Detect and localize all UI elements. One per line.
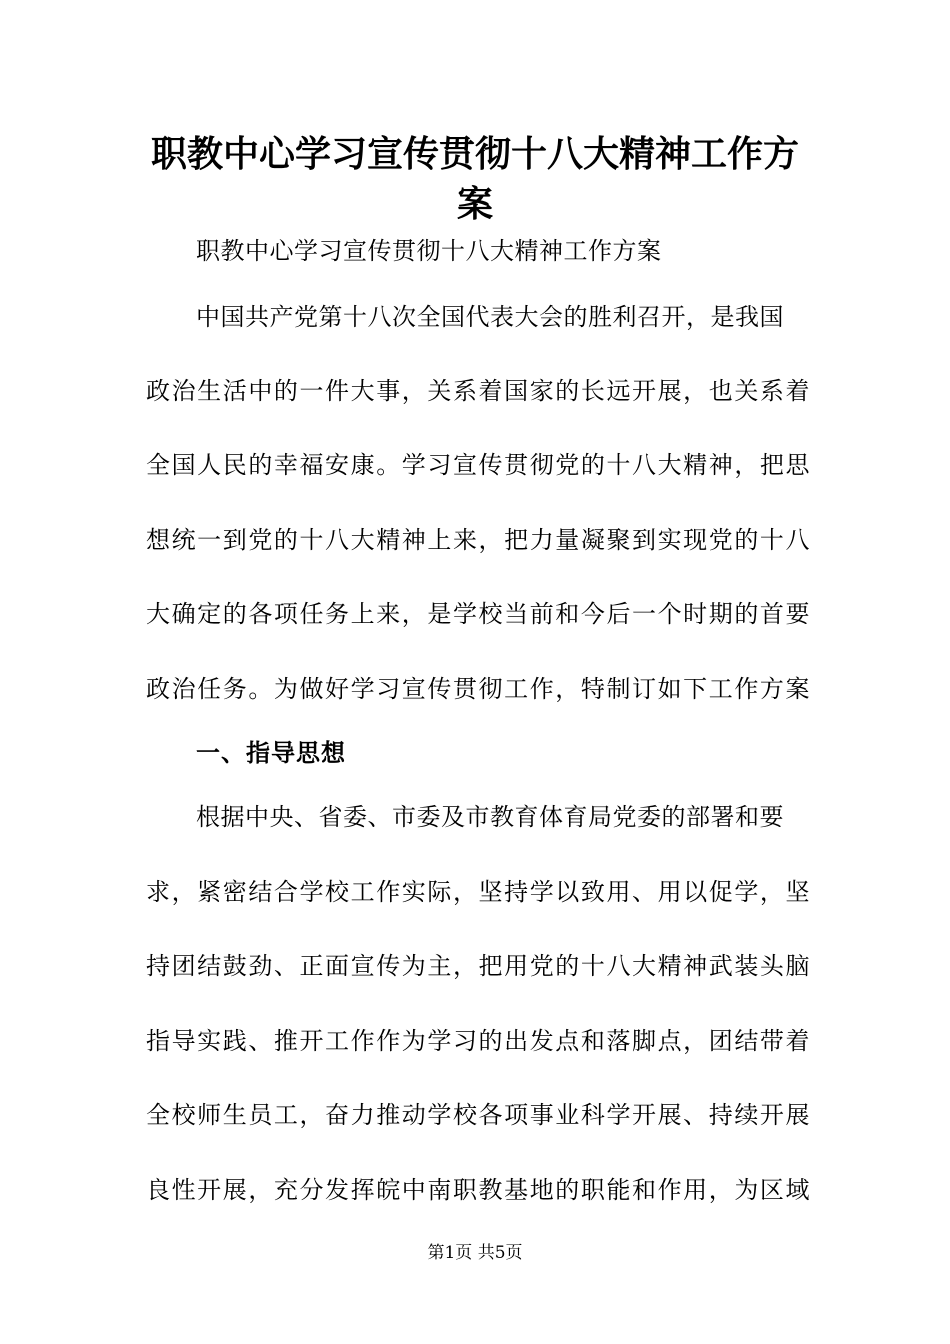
paragraph-line: 全校师生员工，奋力推动学校各项事业科学开展、持续开展 <box>146 1101 810 1129</box>
paragraph-line: 中国共产党第十八次全国代表大会的胜利召开，是我国 <box>196 303 784 331</box>
paragraph-line: 良性开展，充分发挥皖中南职教基地的职能和作用，为区域 <box>146 1176 810 1204</box>
document-title-line-2: 案 <box>456 184 493 225</box>
paragraph-line: 想统一到党的十八大精神上来，把力量凝聚到实现党的十八 <box>146 526 810 554</box>
paragraph-line: 政治生活中的一件大事，关系着国家的长远开展，也关系着 <box>146 377 810 405</box>
paragraph-line: 求，紧密结合学校工作实际，坚持学以致用、用以促学，坚 <box>146 878 810 906</box>
paragraph-line: 政治任务。为做好学习宣传贯彻工作，特制订如下工作方案 <box>146 675 810 703</box>
paragraph-line: 根据中央、省委、市委及市教育体育局党委的部署和要 <box>196 803 784 831</box>
document-subtitle: 职教中心学习宣传贯彻十八大精神工作方案 <box>196 237 662 265</box>
section-heading: 一、指导思想 <box>196 739 346 767</box>
paragraph-line: 持团结鼓劲、正面宣传为主，把用党的十八大精神武装头脑 <box>146 952 810 980</box>
page-footer: 第1页 共5页 <box>427 1243 523 1263</box>
paragraph-line: 指导实践、推开工作作为学习的出发点和落脚点，团结带着 <box>146 1027 810 1055</box>
paragraph-line: 全国人民的幸福安康。学习宣传贯彻党的十八大精神，把思 <box>146 451 810 479</box>
paragraph-line: 大确定的各项任务上来，是学校当前和今后一个时期的首要 <box>146 600 810 628</box>
document-title-line-1: 职教中心学习宣传贯彻十八大精神工作方 <box>150 134 799 175</box>
